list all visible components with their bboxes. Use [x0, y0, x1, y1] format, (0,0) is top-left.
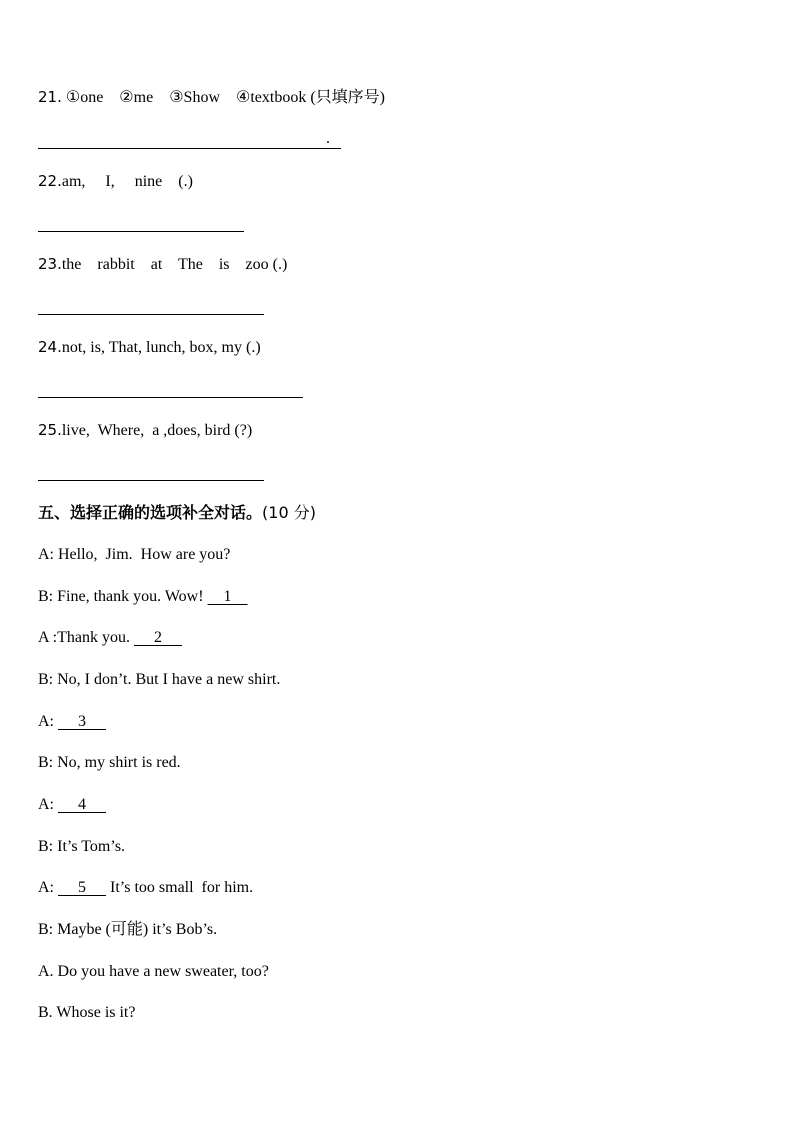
dialogue-text: B: Fine, thank you. Wow! [38, 588, 208, 605]
dialogue-line-4: B: No, I don’t. But I have a new shirt. [38, 671, 281, 688]
answer-line-22[interactable] [38, 231, 244, 232]
section-heading [38, 503, 316, 523]
answer-line-24[interactable] [38, 397, 303, 398]
question-number: 22. [38, 172, 62, 190]
dialogue-line-3 [38, 628, 182, 648]
answer-period: . [326, 130, 330, 147]
dialogue-text: A: [38, 796, 58, 813]
dialogue-text: A: [38, 713, 58, 730]
dialogue-line-2 [38, 587, 248, 607]
question-number: 23. [38, 255, 62, 273]
question-text: not, is, That, lunch, box, my (.) [61, 339, 261, 356]
dialogue-line-7 [38, 795, 106, 815]
blank-3[interactable]: 3 [58, 713, 106, 730]
section-score: (10 分) [262, 503, 316, 522]
dialogue-line-1: A: Hello, Jim. How are you? [38, 546, 231, 563]
question-number: 21. [38, 88, 62, 106]
dialogue-line-8: B: It’s Tom’s. [38, 838, 126, 855]
dialogue-line-5 [38, 712, 106, 732]
option-a: A. Do you have a new sweater, too? [38, 963, 269, 980]
question-number: 24. [38, 338, 62, 356]
answer-line-23[interactable] [38, 314, 264, 315]
question-text: live, Where, a ,does, bird (?) [61, 422, 253, 439]
dialogue-line-9 [38, 878, 253, 898]
option-b: B. Whose is it? [38, 1004, 136, 1021]
question-23 [38, 254, 287, 275]
blank-5[interactable]: 5 [58, 879, 106, 896]
question-25 [38, 420, 252, 441]
question-21 [38, 87, 385, 108]
blank-2[interactable]: 2 [134, 629, 182, 646]
question-number: 25. [38, 421, 62, 439]
answer-line-25[interactable] [38, 480, 264, 481]
question-24 [38, 337, 261, 358]
question-text: ①one ②me ③Show ④textbook (只填序号) [61, 89, 385, 106]
dialogue-text: It’s too small for him. [106, 879, 254, 896]
question-text: am, I, nine (.) [61, 173, 193, 190]
answer-line-21[interactable] [38, 148, 341, 149]
dialogue-text: A :Thank you. [38, 629, 134, 646]
question-text: the rabbit at The is zoo (.) [61, 256, 288, 273]
blank-4[interactable]: 4 [58, 796, 106, 813]
question-22 [38, 171, 193, 192]
blank-1[interactable]: 1 [207, 588, 248, 605]
section-title: 五、选择正确的选项补全对话。 [38, 503, 263, 522]
dialogue-line-6: B: No, my shirt is red. [38, 754, 181, 771]
dialogue-line-10: B: Maybe (可能) it’s Bob’s. [38, 921, 218, 938]
dialogue-text: A: [38, 879, 58, 896]
